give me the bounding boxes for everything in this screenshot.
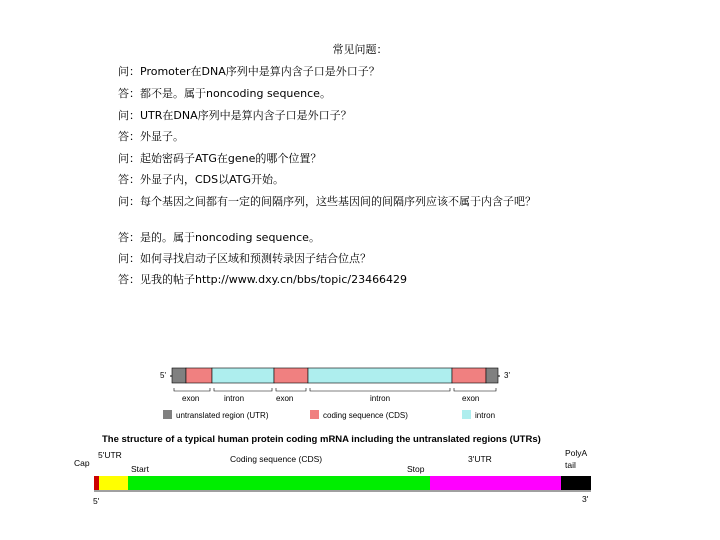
label-stop: Stop bbox=[407, 464, 425, 474]
gene-structure-figure bbox=[150, 360, 520, 430]
answer-5: 答：见我的帖子http://www.dxy.cn/bbs/topic/23466429 bbox=[118, 273, 408, 286]
exon-1-block bbox=[186, 368, 212, 383]
page-title: 常见问题： bbox=[332, 43, 388, 56]
mrna-3prime-label: 3' bbox=[582, 494, 589, 504]
label-3utr: 3'UTR bbox=[468, 454, 492, 464]
exon-2-block bbox=[274, 368, 308, 383]
intron-2-bracket bbox=[310, 388, 450, 391]
mrna-5prime-label: 5' bbox=[93, 496, 100, 506]
exon-1-bracket bbox=[174, 388, 210, 391]
answer-1: 答：都不是。属于noncoding sequence。 bbox=[118, 87, 331, 100]
exon-3-block bbox=[452, 368, 486, 383]
label-cds: Coding sequence (CDS) bbox=[230, 454, 323, 464]
intron-2-block bbox=[308, 368, 452, 383]
gene-3prime-label: 3' bbox=[504, 371, 510, 380]
label-polya-line2: tail bbox=[565, 460, 576, 470]
mrna-structure-figure bbox=[70, 428, 610, 513]
question-4: 问：每个基因之间都有一定的间隔序列，这些基因间的间隔序列应该不属于内含子吧？ bbox=[118, 195, 536, 208]
answer-2: 答：外显子。 bbox=[118, 130, 184, 143]
cap-segment bbox=[94, 476, 99, 490]
label-intron-2: intron bbox=[370, 394, 391, 403]
label-5utr: 5'UTR bbox=[98, 450, 122, 460]
legend-cds-label: coding sequence (CDS) bbox=[323, 411, 408, 420]
question-1: 问：Promoter在DNA序列中是算内含子口是外口子？ bbox=[118, 65, 380, 78]
gene-5prime-label: 5' bbox=[160, 371, 166, 380]
exon-3-bracket bbox=[454, 388, 496, 391]
legend-utr-label: untranslated region (UTR) bbox=[176, 411, 269, 420]
label-cap: Cap bbox=[74, 458, 90, 468]
answer-3: 答：外显子内，CDS以ATG开始。 bbox=[118, 173, 285, 186]
answer-4: 答：是的。属于noncoding sequence。 bbox=[118, 231, 320, 244]
intron-1-block bbox=[212, 368, 274, 383]
utr-3prime-block bbox=[486, 368, 498, 383]
label-exon-2: exon bbox=[276, 394, 294, 403]
intron-1-bracket bbox=[214, 388, 272, 391]
question-3: 问：起始密码子ATG在gene的哪个位置？ bbox=[118, 152, 322, 165]
label-exon-1: exon bbox=[182, 394, 200, 403]
utr3-segment bbox=[430, 476, 561, 490]
question-2: 问：UTR在DNA序列中是算内含子口是外口子？ bbox=[118, 109, 352, 122]
legend-utr-swatch bbox=[163, 410, 172, 419]
label-polya-line1: PolyA bbox=[565, 448, 588, 458]
label-intron-1: intron bbox=[224, 394, 245, 403]
legend-intron-label: intron bbox=[475, 411, 496, 420]
utr5-segment bbox=[99, 476, 128, 490]
polya-segment bbox=[561, 476, 591, 490]
label-exon-3: exon bbox=[462, 394, 480, 403]
label-start: Start bbox=[131, 464, 149, 474]
question-5: 问：如何寻找启动子区域和预测转录因子结合位点？ bbox=[118, 252, 371, 265]
cds-segment bbox=[128, 476, 430, 490]
mrna-figure-title: The structure of a typical human protein coding mRNA including the untranslated regions (UTRs) bbox=[102, 434, 541, 445]
exon-2-bracket bbox=[276, 388, 306, 391]
utr-5prime-block bbox=[172, 368, 186, 383]
legend-cds-swatch bbox=[310, 410, 319, 419]
legend-intron-swatch bbox=[462, 410, 471, 419]
